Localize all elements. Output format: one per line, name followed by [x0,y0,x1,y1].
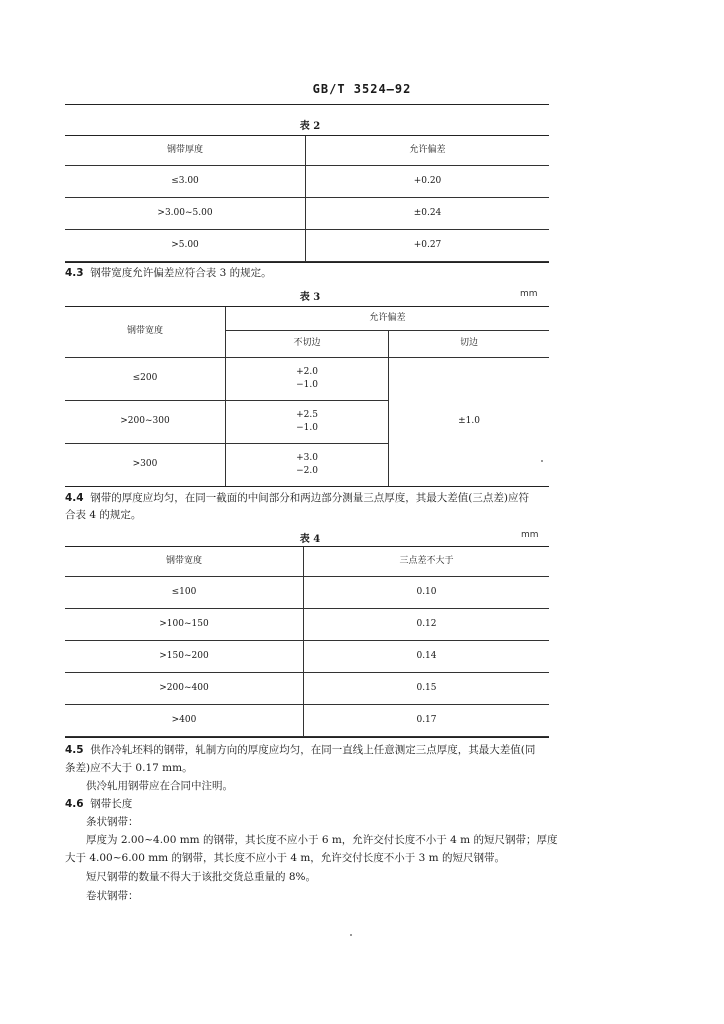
clause-4-4-line2: 合表 4 的规定。 [65,509,142,521]
clause-4-3 [65,265,272,282]
tolerance-plus: +2.0 [296,366,318,377]
clause-number: 4.3 [65,267,84,279]
table4-cell: >200~400 [65,672,304,704]
table-row [65,640,549,672]
tolerance-plus: +3.0 [296,452,318,463]
clause-4-5-line3: 供冷轧用钢带应在合同中注明。 [86,780,233,792]
table4-header-width: 钢带宽度 [65,547,304,576]
standard-code-header: GB/T 3524—92 [312,82,412,96]
clause-4-6-line2: 大于 4.00~6.00 mm 的钢带，其长度不应小于 4 m，允许交付长度不小于 3 m 的短尺钢带。 [65,852,505,864]
table2-cell: >5.00 [65,229,306,261]
clause-4-6-title [65,796,132,813]
table2-cell: +0.20 [306,165,550,197]
table3-cell [226,357,389,400]
table4-header-three-point: 三点差不大于 [304,547,550,576]
table3-cell: >300 [65,443,226,486]
clause-number: 4.5 [65,744,84,756]
table-row [65,357,549,400]
table3-caption: 表 3 [299,292,321,303]
table-row [65,576,549,608]
clause-text: 钢带的厚度应均匀，在同一截面的中间部分和两边部分测量三点厚度，其最大差值(三点差)应符 [90,492,529,504]
table3-header-uncut: 不切边 [226,330,389,357]
table3-bottom-rule [65,486,549,487]
clause-4-6-sub1: 条状钢带： [86,816,139,828]
clause-4-6-line1: 厚度为 2.00~4.00 mm 的钢带，其长度不应小于 6 m，允许交付长度不小于 4 m 的短尺钢带；厚度 [86,834,558,846]
scan-speck [541,460,543,462]
header-rule [65,104,549,105]
table3-header-tolerance: 允许偏差 [226,307,550,330]
table4-cell: 0.15 [304,672,550,704]
table3-cut-edge-value: ±1.0 [389,357,550,486]
table3-header-width: 钢带宽度 [65,307,226,357]
scan-speck [350,934,352,936]
table2-cell: ±0.24 [306,197,550,229]
table4-caption: 表 4 [299,534,321,545]
tolerance-minus: −1.0 [296,422,318,433]
clause-4-4-line1 [65,490,529,507]
table4-bottom-rule [65,737,549,738]
table-row [65,608,549,640]
table2-header-tolerance: 允许偏差 [306,136,550,165]
table3 [65,307,549,487]
table4-unit: mm [521,530,539,540]
table3-unit: mm [520,289,538,299]
table2-cell: >3.00~5.00 [65,197,306,229]
table2-caption: 表 2 [299,121,321,132]
clause-4-5-line2: 条差)应不大于 0.17 mm。 [65,762,193,774]
table4-cell: 0.17 [304,704,550,736]
clause-4-5-line1 [65,742,535,759]
clause-4-6-sub2: 卷状钢带： [86,890,139,902]
tolerance-minus: −2.0 [296,465,318,476]
table-row [65,165,549,197]
clause-4-6-line3: 短尺钢带的数量不得大于该批交货总重量的 8%。 [86,871,316,883]
table2-bottom-rule [65,262,549,263]
table3-cell: ≤200 [65,357,226,400]
table4-cell: >150~200 [65,640,304,672]
table3-cell: >200~300 [65,400,226,443]
table4-cell: 0.12 [304,608,550,640]
table4-cell: 0.10 [304,576,550,608]
clause-title: 钢带长度 [90,798,133,810]
table4 [65,547,549,737]
table-row [65,672,549,704]
table-row [65,229,549,261]
table2-cell: +0.27 [306,229,550,261]
table4-cell: >400 [65,704,304,736]
table4-cell: 0.14 [304,640,550,672]
clause-text: 供作冷轧坯料的钢带，轧制方向的厚度应均匀，在同一直线上任意测定三点厚度，其最大差值(同 [90,744,536,756]
table2 [65,136,549,262]
tolerance-minus: −1.0 [296,379,318,390]
table2-cell: ≤3.00 [65,165,306,197]
table2-header-thickness: 钢带厚度 [65,136,306,165]
table3-header-cut: 切边 [389,330,550,357]
table3-cell [226,443,389,486]
table4-cell: ≤100 [65,576,304,608]
table-row [65,704,549,736]
table4-cell: >100~150 [65,608,304,640]
clause-number: 4.4 [65,492,84,504]
clause-number: 4.6 [65,798,84,810]
clause-text: 钢带宽度允许偏差应符合表 3 的规定。 [90,267,272,279]
table3-cell [226,400,389,443]
tolerance-plus: +2.5 [296,409,318,420]
table-row [65,197,549,229]
